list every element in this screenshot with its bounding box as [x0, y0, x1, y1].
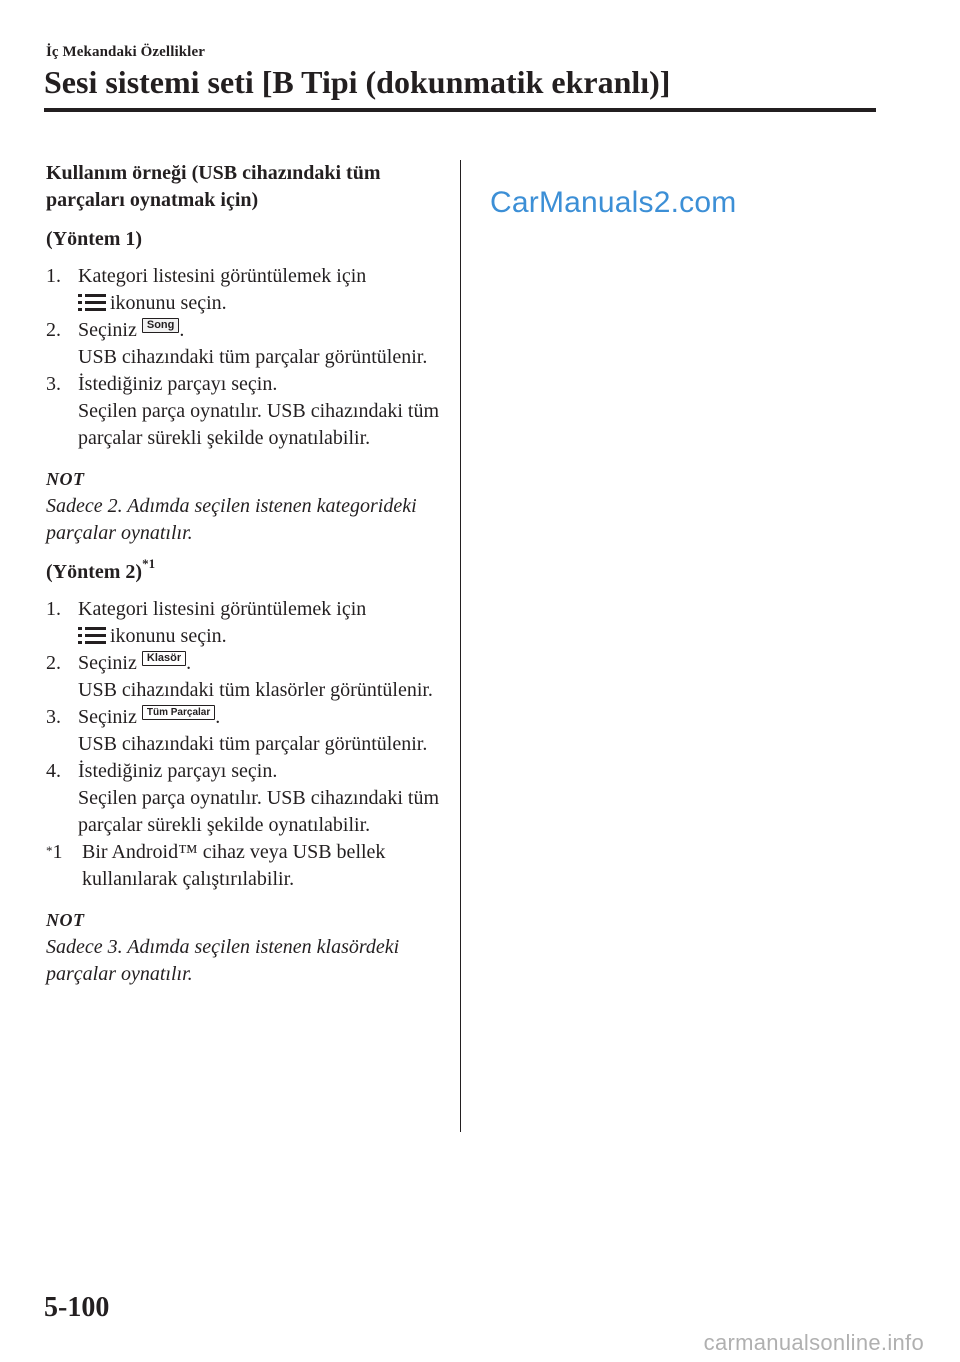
step-text-end: . — [215, 706, 221, 728]
note-title: NOT — [46, 469, 85, 489]
step-text: Seçiniz — [78, 319, 137, 341]
step-text: İstediğiniz parçayı seçin. — [78, 760, 278, 782]
method2-step2 — [46, 650, 446, 704]
method1-step3 — [46, 371, 446, 452]
left-column — [46, 160, 446, 988]
note-text: Sadece 2. Adımda seçilen istenen kategorideki parçalar oynatılır. — [46, 495, 417, 544]
step-number: 1. — [46, 598, 61, 620]
footnote-ref: *1 — [142, 556, 156, 571]
method1-step2 — [46, 317, 446, 371]
step-result: USB cihazındaki tüm klasörler görüntülenir. — [78, 679, 433, 701]
watermark-bottom: carmanualsonline.info — [703, 1330, 924, 1355]
song-button-chip: Song — [142, 318, 180, 333]
step-text-end: . — [179, 319, 185, 341]
list-icon — [78, 292, 106, 312]
section-label: İç Mekandaki Özellikler — [46, 44, 205, 60]
footnote — [46, 839, 446, 893]
folder-button-chip: Klasör — [142, 651, 186, 666]
step-result: Seçilen parça oynatılır. USB cihazındaki tüm parçalar sürekli şekilde oynatılabilir. — [78, 787, 440, 836]
note-text: Sadece 3. Adımda seçilen istenen klasördeki parçalar oynatılır. — [46, 936, 400, 985]
column-divider — [460, 160, 461, 1132]
step-number: 3. — [46, 373, 61, 395]
method2-heading — [46, 556, 446, 586]
page-number: 5-100 — [44, 1292, 110, 1323]
watermark-top: CarManuals2.com — [490, 186, 737, 219]
method1-heading: (Yöntem 1) — [46, 228, 143, 250]
step-number: 2. — [46, 319, 61, 341]
title-rule — [44, 108, 876, 112]
footnote-asterisk: * — [46, 843, 53, 858]
note-title: NOT — [46, 910, 85, 930]
footnote-number: 1 — [52, 841, 63, 863]
step-number: 4. — [46, 760, 61, 782]
list-icon — [78, 625, 106, 645]
all-tracks-button-chip: Tüm Parçalar — [142, 705, 215, 720]
step-result: USB cihazındaki tüm parçalar görüntülenir. — [78, 733, 428, 755]
step-text: ikonunu seçin. — [110, 625, 227, 647]
method1-step1 — [46, 263, 446, 317]
step-text: Kategori listesini görüntülemek için — [78, 265, 367, 287]
step-result: USB cihazındaki tüm parçalar görüntülenir. — [78, 346, 428, 368]
step-text: İstediğiniz parçayı seçin. — [78, 373, 278, 395]
method2-step3 — [46, 704, 446, 758]
method2-step1 — [46, 596, 446, 650]
step-text: Kategori listesini görüntülemek için — [78, 598, 367, 620]
example-heading: Kullanım örneği (USB cihazındaki tüm parçaları oynatmak için) — [46, 162, 381, 211]
step-number: 3. — [46, 706, 61, 728]
page-title: Sesi sistemi seti [B Tipi (dokunmatik ekranlı)] — [44, 64, 671, 100]
footnote-mark — [46, 839, 63, 866]
step-result: Seçilen parça oynatılır. USB cihazındaki tüm parçalar sürekli şekilde oynatılabilir. — [78, 400, 440, 449]
step-text: Seçiniz — [78, 706, 137, 728]
step-text: ikonunu seçin. — [110, 292, 227, 314]
step-number: 1. — [46, 265, 61, 287]
footnote-text: Bir Android™ cihaz veya USB bellek kullanılarak çalıştırılabilir. — [82, 841, 386, 890]
step-text-end: . — [186, 652, 192, 674]
method2-heading-text: (Yöntem 2) — [46, 561, 143, 583]
step-text: Seçiniz — [78, 652, 137, 674]
step-number: 2. — [46, 652, 61, 674]
method2-step4 — [46, 758, 446, 839]
